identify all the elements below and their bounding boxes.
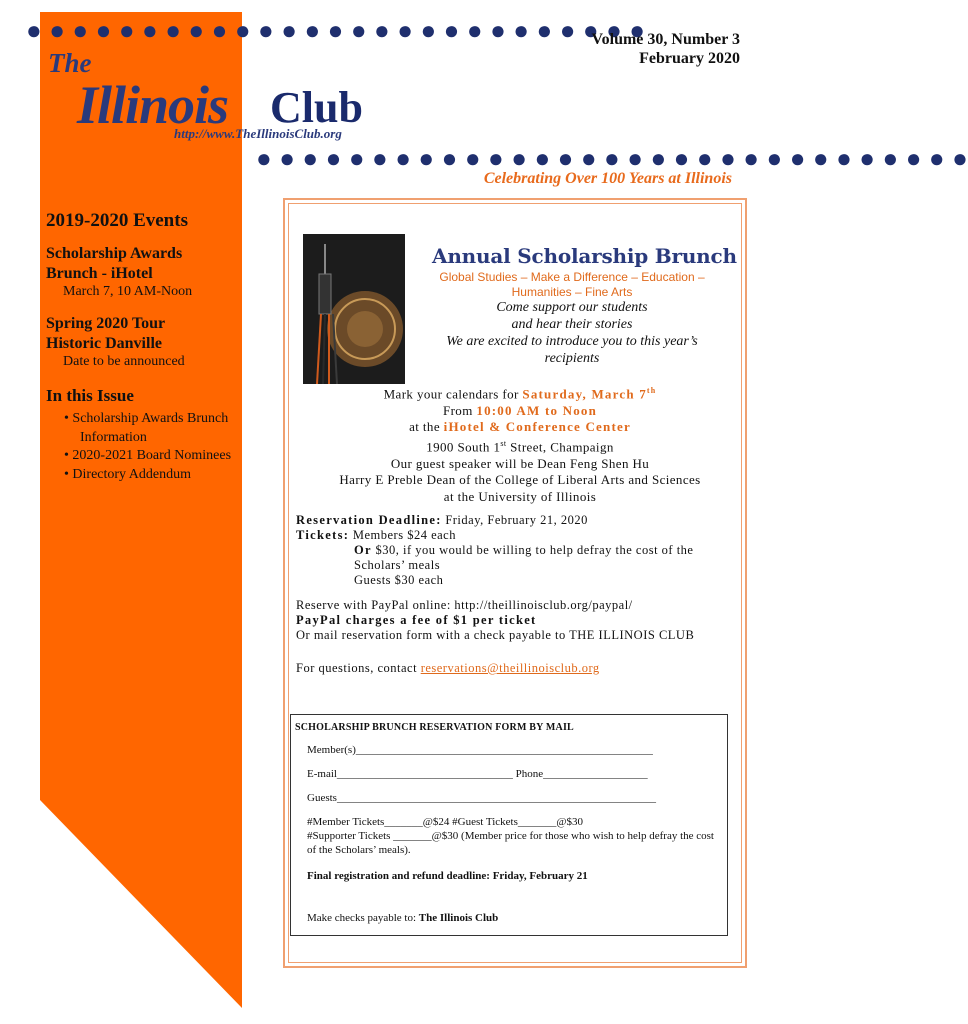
event-details: Mark your calendars for Saturday, March 7th From 10:00 AM to Noon at the iHotel & Conference Center 1900 South 1st Street, Champaign Our guest speaker will be Dean Feng Shen Hu Harry E Preble Dean of the College of Liberal Arts and Sciences at the University of Illinois — [339, 386, 701, 504]
list-item: • Directory Addendum — [64, 466, 191, 482]
brunch-tagline: Come support our students and hear their stories We are excited to introduce you to this year’s recipients — [446, 300, 698, 366]
supporter-tickets: #Supporter Tickets _______@$30 (Member price for those who wish to help defray the cost of the Scholars’ meals). — [307, 830, 714, 856]
dot-rule-middle: ● ● ● ● ● ● ● ● ● ● ● ● ● ● ● ● ● ● ● ● ● ● ● ● ● ● ● ● ● ● ● — [256, 144, 968, 173]
medallion-photo — [303, 234, 405, 384]
email-phone-field: E-mail________________________________ Phone___________________ — [307, 768, 648, 780]
tagline: Celebrating Over 100 Years at Illinois — [483, 170, 732, 187]
event-title: Spring 2020 Tour Historic Danville — [46, 315, 166, 352]
paypal-link[interactable]: Reserve with PayPal online: http://theillinoisclub.org/paypal/ — [296, 598, 633, 612]
checks-payable: Make checks payable to: The Illinois Club — [307, 912, 499, 924]
masthead-the: The — [48, 48, 92, 78]
ticket-counts: #Member Tickets_______@$24 #Guest Tickets_______@$30 — [307, 816, 584, 828]
event-detail: March 7, 10 AM-Noon — [63, 284, 193, 299]
guests-field: Guests__________________________________________________________ — [307, 792, 656, 804]
event-title: Scholarship Awards Brunch - iHotel — [46, 245, 183, 282]
sidebar — [46, 210, 236, 484]
masthead-club: Club — [270, 83, 363, 132]
event-detail: Date to be announced — [63, 354, 185, 369]
issue-info — [592, 30, 740, 68]
members-field: Member(s)______________________________________________________ — [307, 744, 653, 756]
brunch-departments: Global Studies – Make a Difference – Education – Humanities – Fine Arts — [439, 270, 705, 299]
reservation-info: Reservation Deadline: Friday, February 21, 2020 Tickets: Members $24 each Or $30, if you would be willing to help defray the cost of the Scholars’ meals Guests $30 each Reserve with PayPal online: http://theillinoisclub.org/paypal/ PayPal charges a fee of $1 per ticket Or mail reservation form with a check payable to THE ILLINOIS CLUB For questions, contact reservations@theillinoisclub.org — [296, 513, 736, 676]
issue-heading: In this Issue — [46, 386, 134, 405]
issue-list — [46, 410, 236, 484]
brunch-title: Annual Scholarship Brunch — [432, 244, 737, 268]
issue-date: February 2020 — [639, 50, 740, 67]
website-url[interactable]: http://www.TheIllinoisClub.org — [174, 126, 342, 141]
dot-rule-top: ● ● ● ● ● ● ● ● ● ● ● ● ● ● ● ● ● ● ● ● ● ● ● ● ● ● ● — [26, 16, 646, 45]
volume-number: Volume 30, Number 3 — [591, 31, 740, 48]
masthead-illinois: Illinois — [77, 75, 229, 135]
form-title: SCHOLARSHIP BRUNCH RESERVATION FORM BY MAIL — [295, 722, 574, 733]
list-item: • Scholarship Awards Brunch Information — [64, 411, 229, 445]
list-item: • 2020-2021 Board Nominees — [64, 448, 232, 463]
events-heading: 2019-2020 Events — [46, 210, 188, 231]
reservation-form — [290, 714, 728, 936]
final-deadline: Final registration and refund deadline: Friday, February 21 — [307, 870, 588, 882]
contact-email-link[interactable]: reservations@theillinoisclub.org — [420, 661, 600, 675]
